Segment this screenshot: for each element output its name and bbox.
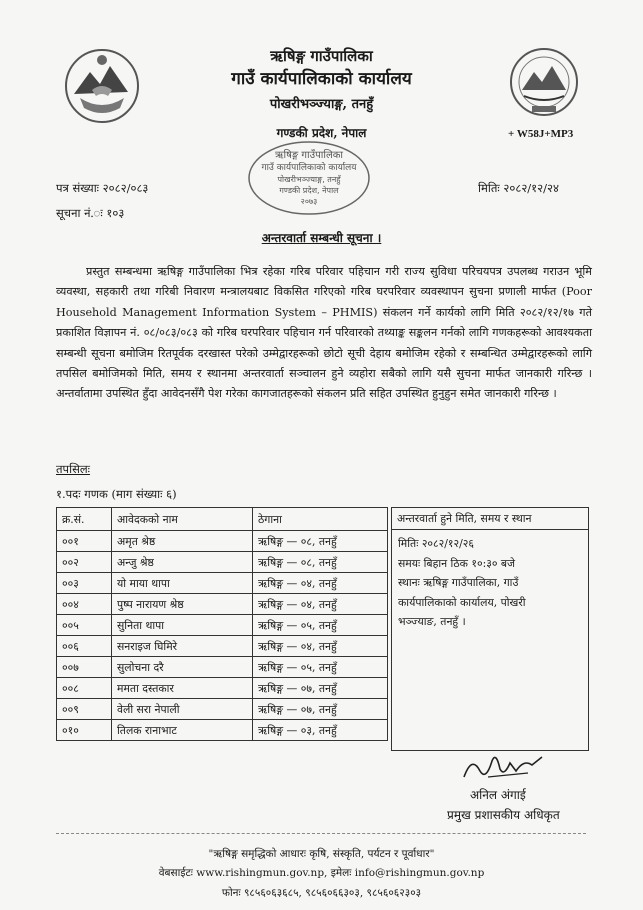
footer-slogan: "ऋषिङ्ग समृद्धिको आधारः कृषि, संस्कृति, पर्यटन र पूर्वाधार" <box>208 848 435 860</box>
interview-header: अन्तरवार्ता हुने मिति, समय र स्थान <box>392 508 588 530</box>
cell-address: ऋषिङ्ग — ०४, तनहुँ <box>253 594 388 615</box>
interview-time: समयः बिहान ठिक १०:३० बजे <box>398 556 516 570</box>
table-row <box>57 699 388 720</box>
cell-name: सनराइज घिमिरे <box>112 636 253 657</box>
cell-sn: ००४ <box>57 594 112 615</box>
signatory-title: प्रमुख प्रशासकीय अधिकृत <box>447 808 560 822</box>
stamp-line-3: पोखरीभञ्ज्याङ्ग, तनहुँ <box>277 175 341 184</box>
footer-phone: फोनः ९८५६०६३६८५, ९८५६०६६३०३, ९८५६०६२३०३ <box>221 887 422 899</box>
cell-sn: ००१ <box>57 531 112 552</box>
col-sn: क्र.सं. <box>57 508 112 531</box>
letter-number-label: पत्र संख्याः <box>56 181 100 195</box>
notice-body <box>56 262 592 405</box>
plus-code: + W58J+MP3 <box>508 128 574 140</box>
table-row <box>57 636 388 657</box>
col-address: ठेगाना <box>253 508 388 531</box>
signatory-name: अनिल अंगाई <box>470 788 526 802</box>
cell-address: ऋषिङ्ग — ०५, तनहुँ <box>253 615 388 636</box>
cell-sn: ००३ <box>57 573 112 594</box>
notice-number <box>56 206 124 221</box>
notice-subject: अन्तरवार्ता सम्बन्धी सूचना । <box>261 231 382 245</box>
stamp-line-2: गाउँ कार्यपालिकाको कार्यालय <box>261 163 357 173</box>
col-name: आवेदकको नाम <box>112 508 253 531</box>
cell-address: ऋषिङ्ग — ०५, तनहुँ <box>253 657 388 678</box>
letter-number <box>56 181 148 196</box>
official-stamp <box>244 138 374 218</box>
details-label: तपसिलः <box>56 462 90 476</box>
table-row <box>57 552 388 573</box>
interview-place-2: कार्यपालिकाको कार्यालय, पोखरी <box>398 595 526 609</box>
cell-sn: ००७ <box>57 657 112 678</box>
cell-address: ऋषिङ्ग — ०८, तनहुँ <box>253 531 388 552</box>
cell-sn: ०१० <box>57 720 112 741</box>
stamp-year: २०७३ <box>300 197 318 206</box>
table-row <box>57 573 388 594</box>
table-row <box>57 594 388 615</box>
cell-address: ऋषिङ्ग — ०४, तनहुँ <box>253 573 388 594</box>
cell-address: ऋषिङ्ग — ०८, तनहुँ <box>253 552 388 573</box>
cell-name: यो माया थापा <box>112 573 253 594</box>
cell-address: ऋषिङ्ग — ०३, तनहुँ <box>253 720 388 741</box>
office-address: पोखरीभञ्ज्याङ्ग, तनहुँ <box>269 97 374 112</box>
table-header-row <box>57 508 388 531</box>
interview-place-3: भञ्ज्याङ, तनहुँ । <box>398 615 466 628</box>
cell-name: सुलोचना दरै <box>112 657 253 678</box>
date-value: २०८२/१२/२४ <box>503 181 559 195</box>
interview-place-1: स्थानः ऋषिङ्ग गाउँपालिका, गाउँ <box>398 576 519 589</box>
cell-sn: ००२ <box>57 552 112 573</box>
cell-address: ऋषिङ्ग — ०७, तनहुँ <box>253 678 388 699</box>
office-name: गाउँ कार्यपालिकाको कार्यालय <box>231 69 412 89</box>
letter-date <box>478 181 559 196</box>
interview-info-box <box>391 507 589 751</box>
candidate-table <box>56 507 388 741</box>
body-paragraph: प्रस्तुत सम्बन्धमा ऋषिङ्ग गाउँपालिका भित्र रहेका गरिब परिवार पहिचान गरी राज्य सुविधा परिचयपत्र उपलब्ध गराउन भूमि व्यवस्था, सहकारी तथा गरिबी निवारण मन्त्रालयबाट विकसित गरिएको गरिब घरपरिवार व्यवस्थापन सुचना प्रणाली मार्फत (Poor Household Management Information System – PHMIS) संकलन गर्ने कार्यको लागि मिति २०८२/१२/१७ गते प्रकाशित विज्ञापन नं. ०८/०८३/०८३ को गरिब घरपरिवार पहिचान गर्न परिवारको तथ्याङ्क सङ्कलन गर्नको लागि गणकहरूको आवश्यकता सम्बन्धी सूचना बमोजिम रितपूर्वक दरखास्त परेको उम्मेद्वारहरूको छोटो सूची देहाय बमोजिम रहेको र सम्बन्धित उम्मेद्वारहरूको लागि तपसिल बमोजिमको मिति, समय र स्थानमा अन्तरवार्ता सञ्चालन हुने व्यहोरा सबैको लागि यसै सुचना मार्फत जानकारी गरिन्छ ।अन्तर्वातामा उपस्थित हुँदा आवेदनसँगै पेश गरेका कागजातहरूको संकलन प्रति सहित उपस्थित हुनुहुन समेत जानकारी गरिन्छ । <box>56 265 592 401</box>
municipality-name: ऋषिङ्ग गाउँपालिका <box>270 47 373 65</box>
table-row <box>57 720 388 741</box>
cell-name: अन्जु श्रेष्ठ <box>112 552 253 573</box>
table-row <box>57 615 388 636</box>
stamp-line-1: ऋषिङ्ग गाउँपालिका <box>274 150 344 161</box>
province-name: गण्डकी प्रदेश, नेपाल <box>276 126 367 140</box>
cell-name: अमृत श्रेष्ठ <box>112 531 253 552</box>
cell-sn: ००८ <box>57 678 112 699</box>
cell-name: ममता दस्तकार <box>112 678 253 699</box>
signature-icon <box>458 747 548 785</box>
footer-contact: वेबसाईटः www.rishingmun.gov.np, इमेलः info@rishingmun.gov.np <box>158 867 485 879</box>
notice-number-value: १०३ <box>106 206 125 220</box>
stamp-line-4: गण्डकी प्रदेश, नेपाल <box>279 186 339 195</box>
post-line: १.पदः गणक (माग संख्याः ६) <box>56 487 177 501</box>
cell-address: ऋषिङ्ग — ०७, तनहुँ <box>253 699 388 720</box>
cell-sn: ००९ <box>57 699 112 720</box>
cell-name: तिलक रानाभाट <box>112 720 253 741</box>
cell-sn: ००५ <box>57 615 112 636</box>
cell-address: ऋषिङ्ग — ०४, तनहुँ <box>253 636 388 657</box>
footer-divider <box>56 833 586 834</box>
table-row <box>57 531 388 552</box>
cell-name: सुनिता थापा <box>112 615 253 636</box>
letter-number-value: २०८२/०८३ <box>102 181 149 195</box>
interview-date: मितिः २०८२/१२/२६ <box>398 537 475 550</box>
cell-name: वेली सरा नेपाली <box>112 699 253 720</box>
cell-name: पुष्प नारायण श्रेष्ठ <box>112 594 253 615</box>
notice-number-label: सूचना नं.ः <box>56 206 103 220</box>
cell-sn: ००६ <box>57 636 112 657</box>
date-label: मितिः <box>478 181 500 195</box>
table-row <box>57 678 388 699</box>
table-row <box>57 657 388 678</box>
